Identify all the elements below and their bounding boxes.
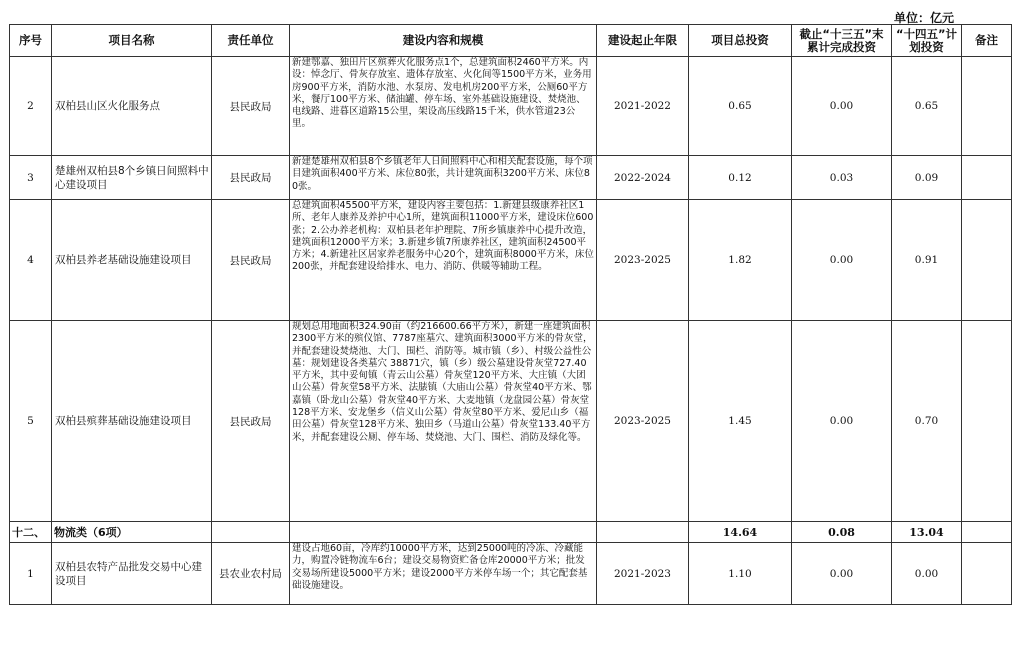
row-plan: 0.65 [892, 57, 962, 156]
row-seq: 2 [10, 57, 52, 156]
row-dept: 县民政局 [212, 57, 290, 156]
row-name: 双柏县养老基础设施建设项目 [52, 200, 212, 321]
header-name: 项目名称 [52, 25, 212, 57]
row-done: 0.03 [792, 156, 892, 200]
row-note [962, 321, 1012, 522]
row-seq: 3 [10, 156, 52, 200]
row-content: 总建筑面积45500平方米，建设内容主要包括：1.新建县级康养社区1所、老年人康养及养护中心1所，建筑面积11000平方米，建设床位600张；2.公办养老机构：双柏县老年护理院、7所乡镇康养中心提升改造，建筑面积12000平方米；3.新建乡镇7所康养社区，建筑面积24500平方米；4.新建社区居家养老服务中心20个，建筑面积8000平方米，床位200张，并配套建设给排水、电力、消防、供暖等辅助工程。 [290, 200, 597, 321]
row-note [962, 543, 1012, 605]
row-period: 2023-2025 [597, 200, 689, 321]
row-dept: 县民政局 [212, 321, 290, 522]
row-period: 2022-2024 [597, 156, 689, 200]
row-plan: 0.91 [892, 200, 962, 321]
category-seq: 十二、 [10, 522, 52, 543]
header-dept: 责任单位 [212, 25, 290, 57]
row-total: 1.45 [689, 321, 792, 522]
row-note [962, 57, 1012, 156]
row-content: 新建楚雄州双柏县8个乡镇老年人日间照料中心和相关配套设施，每个项目建筑面积400平方米、床位80张，共计建筑面积3200平方米、床位80张。 [290, 156, 597, 200]
category-total: 14.64 [689, 522, 792, 543]
table-row [10, 57, 1012, 156]
row-period: 2021-2023 [597, 543, 689, 605]
table-row [10, 200, 1012, 321]
row-dept: 县民政局 [212, 156, 290, 200]
row-seq: 4 [10, 200, 52, 321]
row-done: 0.00 [792, 57, 892, 156]
header-done: 截止“十三五”末累计完成投资 [792, 25, 892, 57]
row-name: 双柏县农特产品批发交易中心建设项目 [52, 543, 212, 605]
row-done: 0.00 [792, 200, 892, 321]
row-content: 规划总用地面积324.90亩（约216600.66平方米），新建一座建筑面积2300平方米的殡仪馆、7787座墓穴、建筑面积3000平方米的骨灰堂，并配套建设焚烧池、大门、围栏、消防等。城市镇（乡）、村级公益性公墓：规划建设各类墓穴 38871穴，镇（乡）级公墓建设骨灰堂727.40平方米，其中妥甸镇（青云山公墓）骨灰堂120平方米、大庄镇（大团山公墓）骨灰堂58平方米、法脿镇（大庙山公墓）骨灰堂40平方米、鄂嘉镇（卧龙山公墓）骨灰堂40平方米、大麦地镇（龙盘园公墓）骨灰堂128平方米、安龙堡乡（信义山公墓）骨灰堂80平方米、爱尼山乡（福田公墓）骨灰堂128平方米、独田乡（马道山公墓）骨灰堂133.40平方米，并配套建设公厕、停车场、焚烧池、大门、围栏、消防及绿化等。 [290, 321, 597, 522]
category-row [10, 522, 1012, 543]
row-plan: 0.70 [892, 321, 962, 522]
row-dept: 县农业农村局 [212, 543, 290, 605]
row-note [962, 156, 1012, 200]
row-dept: 县民政局 [212, 200, 290, 321]
row-period: 2023-2025 [597, 321, 689, 522]
header-content: 建设内容和规模 [290, 25, 597, 57]
table-row [10, 321, 1012, 522]
header-plan: “十四五”计划投资 [892, 25, 962, 57]
investment-table [9, 24, 1012, 605]
row-name: 双柏县山区火化服务点 [52, 57, 212, 156]
row-done: 0.00 [792, 321, 892, 522]
category-done: 0.08 [792, 522, 892, 543]
row-name: 双柏县殡葬基础设施建设项目 [52, 321, 212, 522]
header-row [10, 25, 1012, 57]
row-plan: 0.09 [892, 156, 962, 200]
category-name: 物流类（6项） [52, 522, 212, 543]
row-name: 楚雄州双柏县8个乡镇日间照料中心建设项目 [52, 156, 212, 200]
row-period: 2021-2022 [597, 57, 689, 156]
category-plan: 13.04 [892, 522, 962, 543]
row-content: 新建鄂嘉、独田片区殡葬火化服务点1个，总建筑面积2460平方米。内设：悼念厅、骨灰存放室、遗体存放室、火化间等1500平方米，业务用房900平方米，消防水池、水泵房、发电机房200平方米，公厕60平方米，餐厅100平方米、储油罐、停车场、室外基础设施建设、焚烧池、电线路、进暮区道路15公里，架设高压线路15千米，供水管道23公里。 [290, 57, 597, 156]
header-note: 备注 [962, 25, 1012, 57]
row-content: 建设占地60亩，冷库约10000平方米，达到25000吨的冷冻、冷藏能力，购置冷链物流车6台；建设交易物资贮备仓库20000平方米；批发交易场所建设5000平方米；建设2000平方米停车场一个；其它配套基础设施建设。 [290, 543, 597, 605]
row-total: 0.12 [689, 156, 792, 200]
row-seq: 1 [10, 543, 52, 605]
unit-label: 单位：亿元 [894, 11, 955, 25]
header-total: 项目总投资 [689, 25, 792, 57]
row-done: 0.00 [792, 543, 892, 605]
header-period: 建设起止年限 [597, 25, 689, 57]
row-total: 0.65 [689, 57, 792, 156]
table-row [10, 543, 1012, 605]
row-total: 1.10 [689, 543, 792, 605]
row-note [962, 200, 1012, 321]
row-plan: 0.00 [892, 543, 962, 605]
table-row [10, 156, 1012, 200]
row-total: 1.82 [689, 200, 792, 321]
row-seq: 5 [10, 321, 52, 522]
header-seq: 序号 [10, 25, 52, 57]
